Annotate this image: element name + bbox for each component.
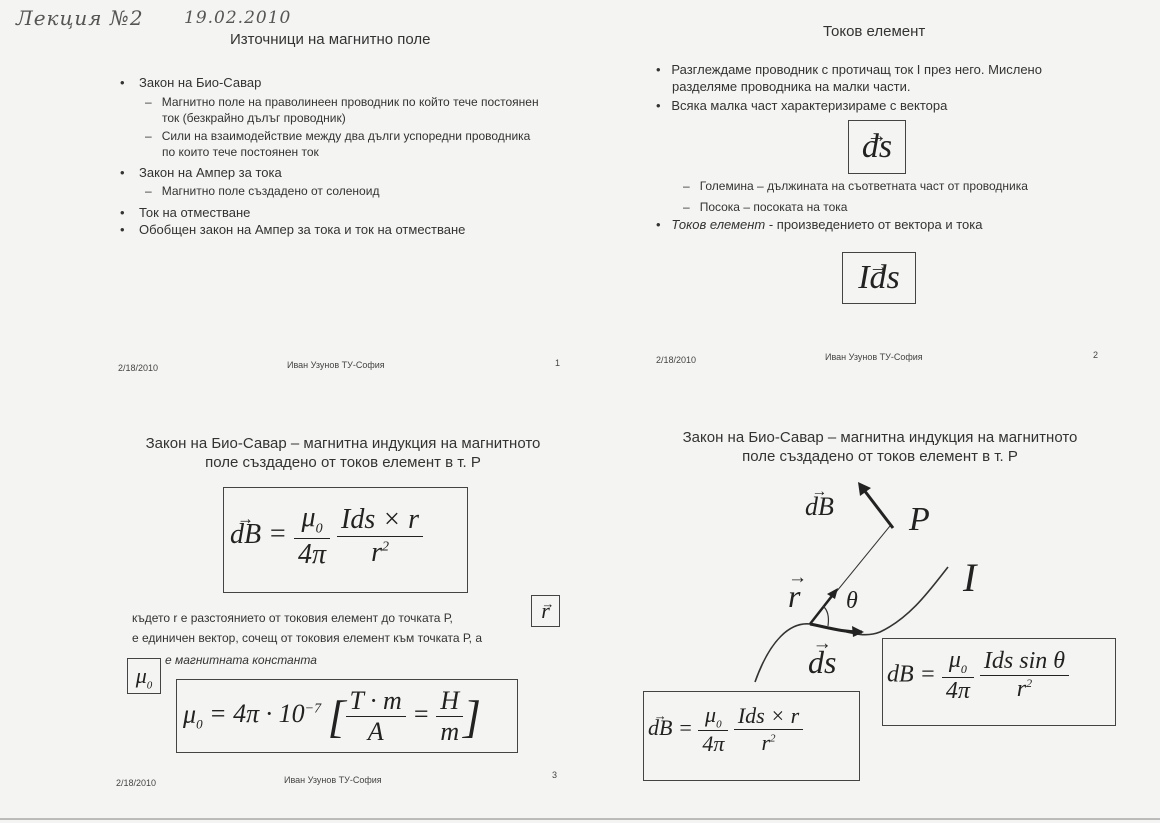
theta-arc xyxy=(823,606,828,626)
sub-bullet-solenoid: – Магнитно поле създадено от соленоид xyxy=(145,184,380,198)
label-theta: θ xyxy=(846,588,858,614)
dB-vector: dB → xyxy=(230,519,261,551)
dB-arrow xyxy=(864,490,893,528)
mu0-box: $\mu_0$ xyxy=(127,658,161,694)
text-r-distance: където r е разстоянието от токовия елемент до точката Р, xyxy=(132,611,453,625)
slide-3-title: Закон на Био-Савар – магнитна индукция на магнитното поле създадено от токов елемент в т. Р xyxy=(145,435,541,471)
slide-1 xyxy=(0,0,580,400)
slide-1-page-number: 1 xyxy=(555,358,561,368)
sub-bullet-magnitude: – Големина – дължината на съответната част от проводника xyxy=(683,179,1028,193)
sub-bullet-direction: – Посока – посоката на тока xyxy=(683,200,848,214)
slide-4-title: Закон на Био-Савар – магнитна индукция на магнитното поле създадено от токов елемент в т. Р xyxy=(682,429,1078,465)
bullet-displacement-current: • Ток на отместване xyxy=(120,205,251,220)
bullet-conductor: • Разглеждаме проводник с протичащ ток I през него. Мислено разделяме проводника на малки части. xyxy=(656,62,1042,94)
label-dB: dB → xyxy=(805,492,834,522)
ds-vector: ds → xyxy=(862,121,892,173)
label-ds: ds → xyxy=(808,644,836,681)
bullet-current-element: • Токов елемент - произведението от вектора и тока xyxy=(656,217,983,232)
ds-vector-box xyxy=(848,120,906,174)
bullet-ampere-law: • Закон на Ампер за тока xyxy=(120,165,282,180)
mu0-value-formula-box: $\mu_0 = 4\pi \cdot 10^{-7}$ [ $\frac{T \cdot m}{A}$ = $\frac{H}{m}$ ] xyxy=(176,679,518,753)
slide-3-page-number: 3 xyxy=(552,770,558,780)
text-unit-vector: е единичен вектор, сочещ от токовия елемент към точката Р, а xyxy=(132,631,482,645)
handwritten-lecture-number: Лекция №2 xyxy=(16,6,144,30)
handwritten-date: 19.02.2010 xyxy=(184,8,292,28)
slide-2-footer-author: Иван Узунов ТУ-София xyxy=(825,352,923,362)
bullet-biot-savart: • Закон на Био-Савар xyxy=(120,75,262,90)
r-arrowhead xyxy=(827,588,838,599)
scan-edge xyxy=(0,818,1160,820)
r-unit-vector: r → xyxy=(541,596,550,626)
unit-vector-box xyxy=(531,595,560,627)
slide-1-footer-date: 2/18/2010 xyxy=(118,363,159,373)
vector-formula-box: dB → = $\frac{\mu_0}{4\pi}$ $\frac{\text{Ids × r}}{r^2}$ xyxy=(643,691,860,781)
sub-bullet-parallel-wires: – Сили на взаимодействие между два дълги успоредни проводника по които тече постоянен ток xyxy=(145,129,531,159)
sub-bullet-straight-wire: – Магнитно поле на праволинеен проводник по който тече постоянен ток (безкрайно дълъг проводник) xyxy=(145,95,539,125)
slide-2 xyxy=(580,0,1160,400)
slide-2-footer-date: 2/18/2010 xyxy=(656,355,697,365)
text-magnetic-constant: е магнитната константа xyxy=(165,653,317,667)
slide-1-footer-author: Иван Узунов ТУ-София xyxy=(287,360,385,370)
slide-3-footer-author: Иван Узунов ТУ-София xyxy=(284,775,382,785)
bullet-generalized-ampere: • Обобщен закон на Ампер за тока и ток на отместване xyxy=(120,222,466,237)
slide-1-title: Източници на магнитно поле xyxy=(230,31,431,48)
Ids-vector: Ids → xyxy=(858,253,900,303)
slide-4 xyxy=(580,400,1160,823)
r-arrow xyxy=(810,592,835,624)
dB-arrowhead xyxy=(858,482,871,496)
biot-savart-formula-box: dB → = $\frac{\mu_0}{4\pi}$ $\frac{\text{Ids × r}}{r^2}$ xyxy=(223,487,468,593)
slide-2-title: Токов елемент xyxy=(823,23,926,40)
slide-3-footer-date: 2/18/2010 xyxy=(116,778,157,788)
label-r: r → xyxy=(788,578,800,615)
bullet-small-part: • Всяка малка част характеризираме с вектора xyxy=(656,98,948,113)
label-I: I xyxy=(963,555,977,600)
scalar-formula-box: dB = $\frac{\mu_0}{4\pi}$ $\frac{\text{Ids sin θ}}{r^2}$ xyxy=(882,638,1116,726)
slide-2-page-number: 2 xyxy=(1093,350,1099,360)
slide-3 xyxy=(0,400,580,823)
Ids-vector-box xyxy=(842,252,916,304)
label-P: P xyxy=(909,501,930,538)
